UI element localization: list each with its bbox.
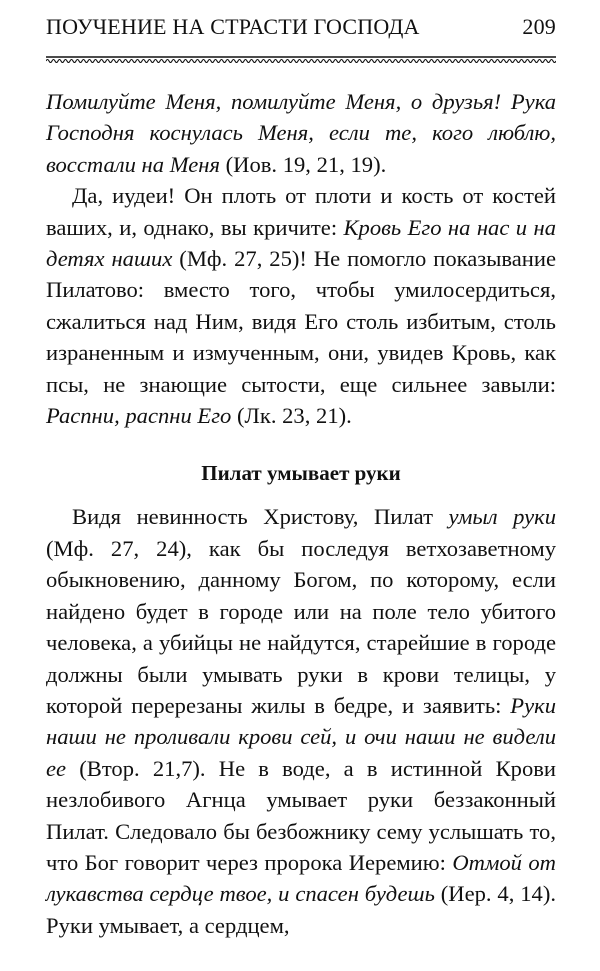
text-run: (Иов. 19, 21, 19). bbox=[219, 151, 387, 177]
text-run: Видя невинность Христову, Пилат bbox=[72, 504, 449, 530]
section-heading: Пилат умывает руки bbox=[201, 461, 401, 486]
italic-quote: Распни, распни Его bbox=[46, 403, 232, 429]
italic-quote: Кровь Его на нас и на детях наших bbox=[46, 214, 557, 272]
running-title: ПОУЧЕНИЕ НА СТРАСТИ ГОСПОДА bbox=[46, 14, 420, 39]
italic-quote: Отмой от лукавства сердце твое, и спасен будешь bbox=[46, 849, 556, 907]
ornamental-rule bbox=[46, 52, 556, 64]
paragraph bbox=[46, 86, 556, 180]
main-text bbox=[46, 86, 556, 941]
paragraph bbox=[46, 180, 556, 431]
text-run: (Лк. 23, 21). bbox=[231, 403, 352, 429]
italic-quote: Руки наши не проливали крови сей, и очи наши не видели ее bbox=[46, 692, 556, 781]
text-run: Да, иудеи! Он плоть от плоти и кость от костей ваших, и, однако, вы кричите: bbox=[46, 183, 556, 240]
book-page bbox=[46, 14, 556, 941]
italic-quote: умыл руки bbox=[448, 504, 556, 530]
text-block-2 bbox=[46, 501, 556, 941]
running-header bbox=[46, 14, 556, 44]
text-run: (Иер. 4, 14). Руки умывает, а сердцем, bbox=[46, 881, 556, 938]
text-run: (Мф. 27, 25)! Не помогло показывание Пилатово: вместо того, чтобы умилосердиться, сжалиться над Ним, видя Его столь избитым, столь израненным и измученным, они, увидев Кровь, как псы, не знающие сытости, еще сильнее завыли: bbox=[46, 246, 557, 397]
page-number: 209 bbox=[522, 14, 556, 39]
text-run: (Мф. 27, 24), как бы последуя ветхозаветному обыкновению, данному Богом, по которому, если найдено будет в городе или на поле тело убитого человека, а убийцы не найдутся, старейшие в городе должны были умывать руки в крови телицы, у которой перерезаны жилы в бедре, и заявить: bbox=[46, 535, 556, 718]
text-block-1 bbox=[46, 86, 556, 431]
paragraph bbox=[46, 501, 556, 941]
italic-quote: Помилуйте Меня, помилуйте Меня, о друзья! Рука Господня коснулась Меня, если те, кого люблю, восстали на Меня bbox=[46, 89, 556, 177]
text-run: (Втор. 21,7). Не в воде, а в истинной Крови незлобивого Агнца умывает руки беззаконный Пилат. Следовало бы безбожнику сему услышать то, что Бог говорит через пророка Иеремию: bbox=[46, 755, 556, 875]
